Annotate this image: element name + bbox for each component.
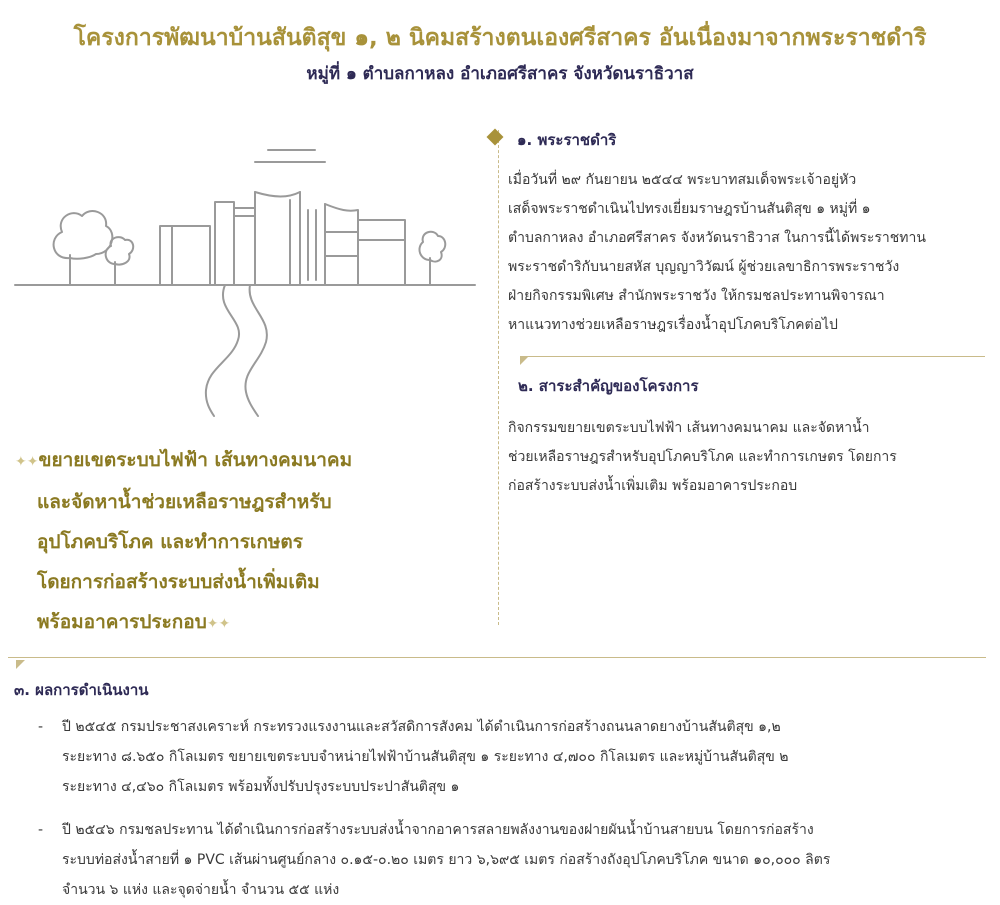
- paragraph-line: จำนวน ๖ แห่ง และจุดจ่ายน้ำ จำนวน ๕๕ แห่ง: [62, 882, 340, 898]
- paragraph-line: ระยะทาง ๔,๔๖๐ กิโลเมตร พร้อมทั้งปรับปรุงระบบประปาสันติสุข ๑: [62, 779, 460, 795]
- quote-line: โดยการก่อสร้างระบบส่งน้ำเพิ่มเติม: [37, 571, 320, 593]
- quote-line: ✦✦ขยายเขตระบบไฟฟ้า เส้นทางคมนาคม: [15, 449, 353, 471]
- section-2-body: [508, 414, 988, 501]
- section-1-body: [508, 166, 988, 340]
- section-1-heading: ๑. พระราชดำริ: [517, 131, 617, 149]
- list-item: [38, 815, 988, 905]
- column-divider: [498, 130, 499, 625]
- paragraph-line: พระราชดำริกับนายสหัส บุญญาวิวัฒน์ ผู้ช่วยเลขาธิการพระราชวัง: [508, 259, 900, 275]
- paragraph-line: เสด็จพระราชดำเนินไปทรงเยี่ยมราษฎรบ้านสันติสุข ๑ หมู่ที่ ๑: [508, 201, 871, 217]
- section-divider: [520, 356, 985, 357]
- quote-line: อุปโภคบริโภค และทำการเกษตร: [37, 531, 303, 553]
- paragraph-line: ช่วยเหลือราษฎรสำหรับอุปโภคบริโภค และทำการเกษตร โดยการ: [508, 449, 897, 465]
- corner-flag-icon: [520, 356, 529, 365]
- section-3-heading: ๓. ผลการดำเนินงาน: [14, 681, 149, 699]
- corner-flag-icon: [16, 660, 25, 669]
- paragraph-line: กิจกรรมขยายเขตระบบไฟฟ้า เส้นทางคมนาคม และจัดหาน้ำ: [508, 420, 870, 436]
- paragraph-line: เมื่อวันที่ ๒๙ กันยายน ๒๕๔๔ พระบาทสมเด็จพระเจ้าอยู่หัว: [508, 172, 857, 188]
- paragraph-line: ตำบลกาหลง อำเภอศรีสาคร จังหวัดนราธิวาส ในการนี้ได้พระราชทาน: [508, 230, 926, 246]
- page-title: โครงการพัฒนาบ้านสันติสุข ๑, ๒ นิคมสร้างตนเองศรีสาคร อันเนื่องมาจากพระราชดำริ: [73, 25, 927, 51]
- paragraph-line: ปี ๒๕๔๕ กรมประชาสงเคราะห์ กระทรวงแรงงานและสวัสดิการสังคม ได้ดำเนินการก่อสร้างถนนลาดยางบ้านสันติสุข ๑,๒: [62, 719, 781, 735]
- highlight-quote: [15, 440, 485, 644]
- paragraph-line: ระยะทาง ๘.๖๕๐ กิโลเมตร ขยายเขตระบบจำหน่ายไฟฟ้าบ้านสันติสุข ๑ ระยะทาง ๔,๗๐๐ กิโลเมตร และหมู่บ้านสันติสุข ๒: [62, 749, 789, 765]
- pipeline-landscape-illustration: [10, 140, 480, 420]
- page-subtitle: หมู่ที่ ๑ ตำบลกาหลง อำเภอศรีสาคร จังหวัดนราธิวาส: [306, 64, 694, 84]
- paragraph-line: หาแนวทางช่วยเหลือราษฎรเรื่องน้ำอุปโภคบริโภคต่อไป: [508, 317, 838, 333]
- section-divider: [8, 657, 986, 658]
- paragraph-line: ระบบท่อส่งน้ำสายที่ ๑ PVC เส้นผ่านศูนย์กลาง ๐.๑๕-๐.๒๐ เมตร ยาว ๖,๖๙๕ เมตร ก่อสร้างถังอุปโภคบริโภค ขนาด ๑๐,๐๐๐ ลิตร: [62, 852, 831, 868]
- paragraph-line: ฝ่ายกิจกรรมพิเศษ สำนักพระราชวัง ให้กรมชลประทานพิจารณา: [508, 288, 885, 304]
- diamond-icon: [487, 129, 504, 146]
- quote-line: และจัดหาน้ำช่วยเหลือราษฎรสำหรับ: [37, 491, 332, 513]
- bullet-dash: -: [38, 822, 44, 838]
- sparkle-icon: ✦✦: [206, 616, 231, 632]
- section-2-heading: ๒. สาระสำคัญของโครงการ: [518, 377, 699, 395]
- list-item: [38, 712, 988, 802]
- sparkle-icon: ✦✦: [15, 454, 39, 470]
- paragraph-line: ก่อสร้างระบบส่งน้ำเพิ่มเติม พร้อมอาคารประกอบ: [508, 478, 798, 494]
- quote-line: พร้อมอาคารประกอบ✦✦: [37, 611, 231, 633]
- bullet-dash: -: [38, 719, 44, 735]
- paragraph-line: ปี ๒๕๔๖ กรมชลประทาน ได้ดำเนินการก่อสร้างระบบส่งน้ำจากอาคารสลายพลังงานของฝายผันน้ำบ้านสายบน โดยการก่อสร้าง: [62, 822, 814, 838]
